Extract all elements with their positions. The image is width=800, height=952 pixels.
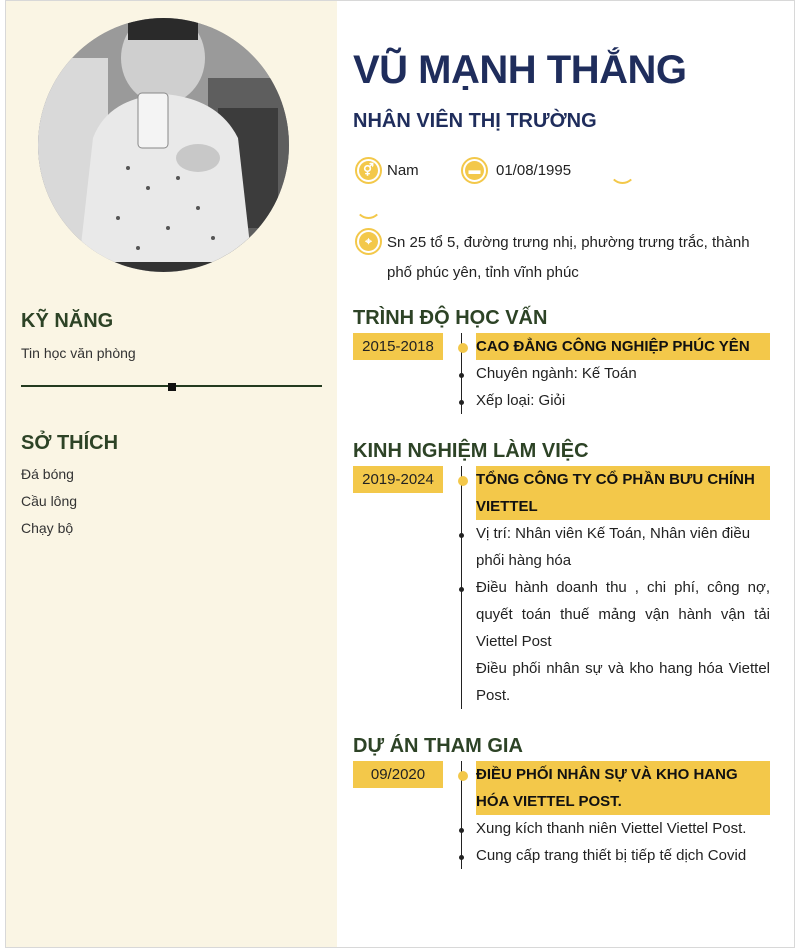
timeline-dot: [458, 343, 468, 353]
phone-icon: [609, 157, 636, 184]
address-value: Sn 25 tổ 5, đường trưng nhị, phường trưng trắc, thành phố phúc yên, tỉnh vĩnh phúc: [387, 234, 750, 281]
education-date: 2015-2018: [353, 333, 443, 360]
project-name: ĐIỀU PHỐI NHÂN SỰ VÀ KHO HANG HÓA VIETTEL POST.: [476, 761, 770, 815]
experience-title: KINH NGHIỆM LÀM VIỆC: [353, 440, 589, 462]
person-name: VŨ MẠNH THẮNG: [353, 48, 687, 92]
hobby-item: Đá bóng: [21, 466, 74, 482]
hobby-item: Cầu lông: [21, 493, 78, 509]
experience-company: TỔNG CÔNG TY CỔ PHẦN BƯU CHÍNH VIETTEL: [476, 466, 770, 520]
experience-detail: Vị trí: Nhân viên Kế Toán, Nhân viên điều phối hàng hóa: [476, 525, 751, 569]
skill-label: Tin học văn phòng: [21, 345, 136, 361]
education-title: TRÌNH ĐỘ HỌC VẤN: [353, 307, 548, 329]
bullet-dot: [459, 828, 464, 833]
experience-detail: Điều hành doanh thu , chi phí, công nợ, quyết toán thuế mảng vận hành vận tải Viettel Post: [476, 579, 770, 650]
education-school: CAO ĐẲNG CÔNG NGHIỆP PHÚC YÊN: [476, 333, 770, 360]
gender-icon: ⚥: [355, 157, 382, 184]
hobbies-title: SỞ THÍCH: [21, 432, 119, 454]
bullet-dot: [459, 587, 464, 592]
bullet-dot: [459, 400, 464, 405]
projects-title: DỰ ÁN THAM GIA: [353, 735, 523, 757]
skills-title: KỸ NĂNG: [21, 310, 114, 332]
avatar: [38, 18, 289, 272]
experience-date: 2019-2024: [353, 466, 443, 493]
birthday-cake-icon: ▬: [461, 157, 488, 184]
timeline-dot: [458, 476, 468, 486]
timeline-dot: [458, 771, 468, 781]
hobby-item: Chạy bộ: [21, 520, 74, 536]
avatar-photo: [38, 18, 289, 272]
project-detail: Cung cấp trang thiết bị tiếp tế dịch Covid: [476, 847, 747, 864]
project-detail: Xung kích thanh niên Viettel Viettel Post.: [476, 820, 747, 837]
job-title: NHÂN VIÊN THỊ TRƯỜNG: [353, 110, 597, 132]
birthday-value: 01/08/1995: [496, 162, 572, 179]
map-pin-icon: ⌖: [355, 228, 382, 255]
skill-level-marker: [168, 383, 176, 391]
experience-detail: Điều phối nhân sự và kho hang hóa Viettel Post.: [476, 660, 770, 704]
bullet-dot: [459, 533, 464, 538]
education-detail: Xếp loại: Giỏi: [476, 392, 566, 409]
bullet-dot: [459, 373, 464, 378]
education-detail: Chuyên ngành: Kế Toán: [476, 365, 637, 382]
gender-value: Nam: [387, 162, 419, 179]
project-date: 09/2020: [353, 761, 443, 788]
email-icon: [355, 192, 382, 219]
bullet-dot: [459, 855, 464, 860]
